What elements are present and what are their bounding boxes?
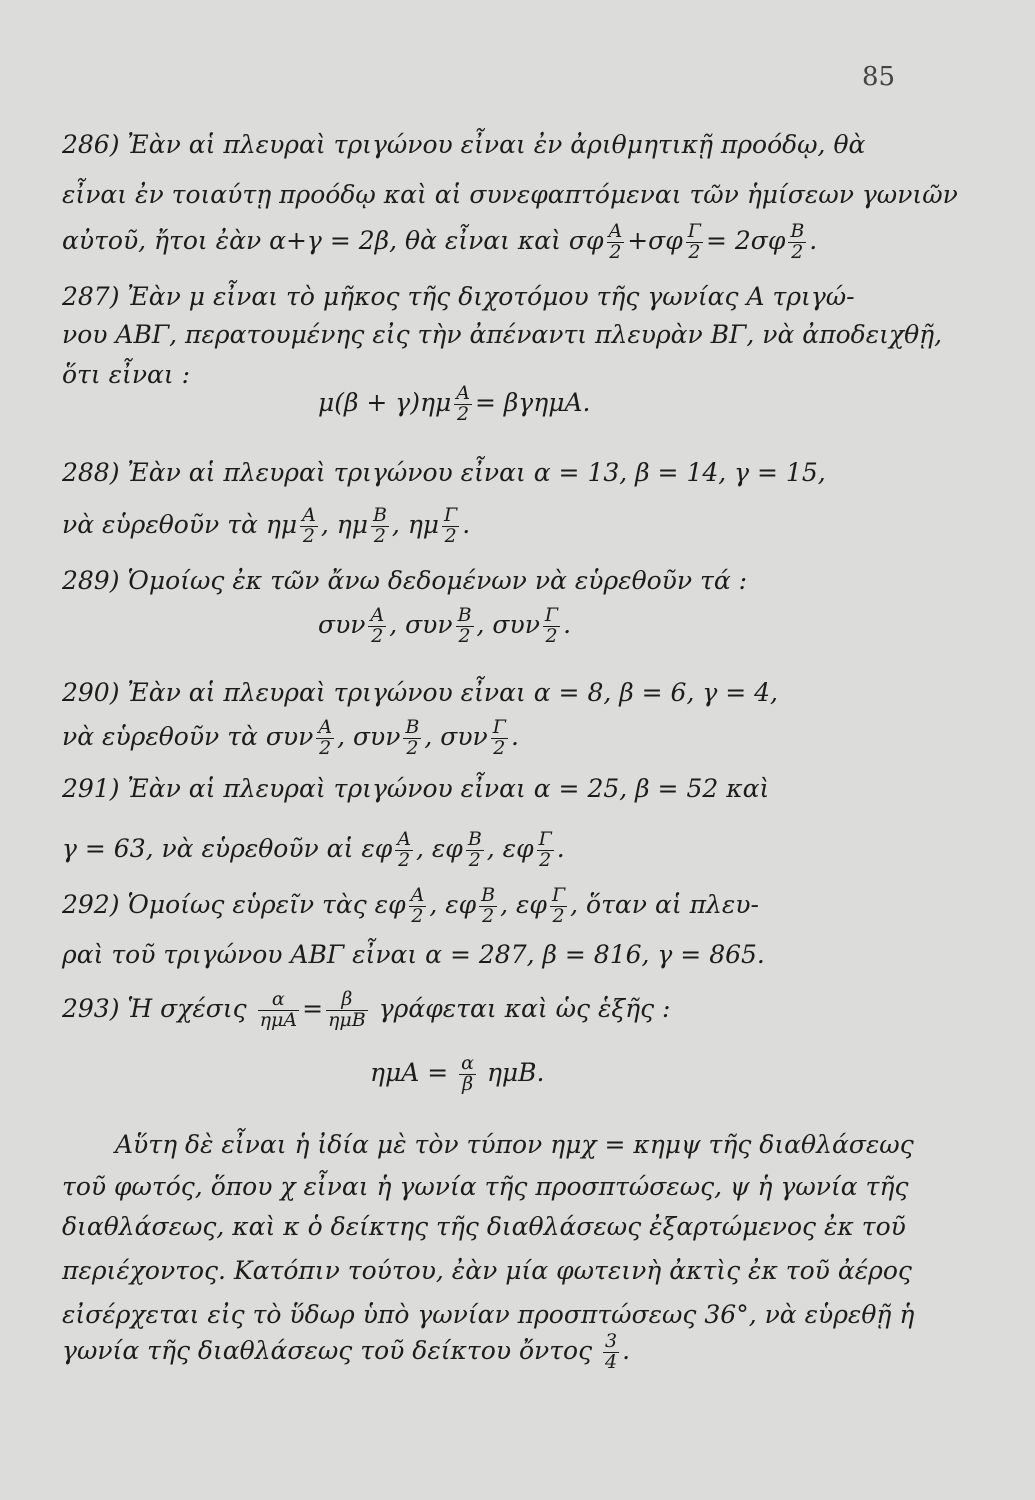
denominator: 2 bbox=[688, 240, 701, 263]
denominator: 2 bbox=[406, 736, 419, 759]
fraction bbox=[607, 222, 625, 263]
denominator: 2 bbox=[373, 524, 386, 547]
problem-290-line-1: 290) Ἐὰν αἱ πλευραὶ τριγώνου εἶναι α = 8, β = 6, γ = 4, bbox=[62, 678, 778, 707]
text: γ = 63, νὰ εὑρεθοῦν αἱ εφ bbox=[62, 833, 393, 863]
numerator: Β bbox=[481, 884, 496, 906]
text: 293) Ἡ σχέσις bbox=[62, 993, 247, 1023]
problem-290-line-2 bbox=[62, 718, 922, 759]
text: αὐτοῦ, ἤτοι ἐὰν α+γ = 2β, θὰ εἶναι καὶ σφ bbox=[62, 225, 604, 255]
text: . bbox=[556, 833, 565, 863]
denominator: 2 bbox=[457, 402, 470, 425]
problem-293-line-1 bbox=[62, 990, 922, 1031]
fraction bbox=[686, 222, 703, 263]
fraction bbox=[409, 886, 427, 927]
text: , συν bbox=[337, 721, 401, 751]
text: . bbox=[510, 721, 519, 751]
text: , εφ bbox=[429, 889, 477, 919]
denominator: 2 bbox=[609, 240, 622, 263]
text: γράφεται καὶ ὡς ἑξῆς : bbox=[378, 993, 671, 1023]
fraction bbox=[316, 718, 334, 759]
denominator: 2 bbox=[444, 524, 457, 547]
numerator: α bbox=[258, 990, 299, 1011]
text: . bbox=[809, 225, 818, 255]
text: , συν bbox=[389, 609, 453, 639]
text: ημΒ. bbox=[486, 1057, 545, 1087]
problem-288-line-2 bbox=[62, 506, 922, 547]
text: , εφ bbox=[415, 833, 463, 863]
numerator: Α bbox=[302, 504, 316, 526]
numerator: Β bbox=[467, 828, 482, 850]
denominator: 2 bbox=[458, 624, 471, 647]
fraction bbox=[454, 384, 472, 425]
problem-287-equation bbox=[318, 384, 590, 425]
numerator: Γ bbox=[444, 504, 458, 526]
denominator: 4 bbox=[605, 1350, 618, 1373]
numerator: Γ bbox=[544, 604, 559, 626]
text: = βγημΑ. bbox=[474, 387, 591, 417]
text: , συν bbox=[424, 721, 488, 751]
problem-291-line-1: 291) Ἐὰν αἱ πλευραὶ τριγώνου εἶναι α = 25, β = 52 καὶ bbox=[62, 774, 770, 803]
numerator: β bbox=[326, 990, 368, 1011]
problem-288-line-1: 288) Ἐὰν αἱ πλευραὶ τριγώνου εἶναι α = 13, β = 14, γ = 15, bbox=[62, 458, 826, 487]
numerator: Α bbox=[318, 716, 333, 738]
text: ημΑ = bbox=[370, 1057, 449, 1087]
numerator: Α bbox=[397, 828, 411, 850]
denominator: 2 bbox=[371, 624, 384, 647]
fraction bbox=[788, 222, 806, 263]
problem-289-line-1: 289) Ὁμοίως ἐκ τῶν ἄνω δεδομένων νὰ εὑρεθοῦν τά : bbox=[62, 566, 748, 595]
text: μ(β + γ)ημ bbox=[318, 387, 452, 417]
text: . bbox=[563, 609, 572, 639]
page-number: 85 bbox=[862, 62, 896, 92]
text: , ημ bbox=[391, 509, 440, 539]
text: = 2σφ bbox=[705, 225, 786, 255]
numerator: Β bbox=[457, 604, 472, 626]
text: νὰ εὑρεθοῦν τὰ συν bbox=[62, 721, 314, 751]
text: , συν bbox=[476, 609, 540, 639]
fraction bbox=[371, 506, 389, 547]
numerator: Α bbox=[410, 884, 425, 906]
fraction bbox=[466, 830, 484, 871]
denominator: ημΑ bbox=[259, 1008, 298, 1031]
fraction bbox=[456, 606, 474, 647]
problem-287-line-2: νου ΑΒΓ, περατουμένης εἰς τὴν ἀπέναντι πλευρὰν ΒΓ, νὰ ἀποδειχθῇ, bbox=[62, 320, 943, 349]
fraction bbox=[258, 990, 299, 1031]
problem-291-line-2 bbox=[62, 830, 922, 871]
fraction bbox=[442, 506, 459, 547]
numerator: Γ bbox=[492, 716, 506, 738]
paragraph-line-1: Αὕτη δὲ εἶναι ἡ ἰδία μὲ τὸν τύπον ημχ = κημψ τῆς διαθλάσεως bbox=[115, 1130, 914, 1159]
denominator: 2 bbox=[539, 848, 552, 871]
text: , εφ bbox=[486, 833, 534, 863]
text: γωνία τῆς διαθλάσεως τοῦ δείκτου ὄντος bbox=[62, 1335, 593, 1365]
fraction bbox=[459, 1054, 476, 1095]
numerator: Γ bbox=[551, 884, 566, 906]
text: συν bbox=[318, 609, 366, 639]
fraction bbox=[550, 886, 567, 927]
denominator: 2 bbox=[411, 904, 424, 927]
numerator: 3 bbox=[605, 1330, 618, 1352]
text: , ημ bbox=[320, 509, 368, 539]
paragraph-line-3: διαθλάσεως, καὶ κ ὁ δείκτης τῆς διαθλάσεως ἐξαρτώμενος ἐκ τοῦ bbox=[62, 1212, 906, 1241]
denominator: 2 bbox=[319, 736, 332, 759]
fraction bbox=[300, 506, 318, 547]
denominator: 2 bbox=[552, 904, 565, 927]
problem-289-list bbox=[318, 606, 571, 647]
denominator: 2 bbox=[302, 524, 315, 547]
problem-286-line-3 bbox=[62, 222, 922, 263]
fraction bbox=[603, 1332, 619, 1373]
denominator: 2 bbox=[493, 736, 506, 759]
paragraph-line-6 bbox=[62, 1332, 922, 1373]
denominator: 2 bbox=[791, 240, 804, 263]
problem-287-line-3: ὅτι εἶναι : bbox=[62, 360, 191, 389]
denominator: 2 bbox=[468, 848, 481, 871]
numerator: Β bbox=[405, 716, 420, 738]
numerator: Α bbox=[456, 382, 470, 404]
fraction bbox=[479, 886, 497, 927]
paragraph-line-5: εἰσέρχεται εἰς τὸ ὕδωρ ὑπὸ γωνίαν προσπτώσεως 36°, νὰ εὑρεθῇ ἡ bbox=[62, 1300, 915, 1329]
paragraph-line-2: τοῦ φωτός, ὅπου χ εἶναι ἡ γωνία τῆς προσπτώσεως, ψ ἡ γωνία τῆς bbox=[62, 1172, 909, 1201]
text: . bbox=[622, 1335, 631, 1365]
problem-292-line-2: ραὶ τοῦ τριγώνου ΑΒΓ εἶναι α = 287, β = 816, γ = 865. bbox=[62, 940, 765, 969]
text: +σφ bbox=[627, 225, 683, 255]
problem-293-equation bbox=[370, 1054, 544, 1095]
numerator: Γ bbox=[538, 828, 552, 850]
problem-287-line-1: 287) Ἐὰν μ εἶναι τὸ μῆκος τῆς διχοτόμου τῆς γωνίας Α τριγώ- bbox=[62, 282, 855, 311]
text: . bbox=[462, 509, 471, 539]
problem-286-line-1: 286) Ἐὰν αἱ πλευραὶ τριγώνου εἶναι ἐν ἀριθμητικῇ προόδῳ, θὰ bbox=[62, 130, 866, 159]
text: , ὅταν αἱ πλευ- bbox=[570, 889, 759, 919]
text: νὰ εὑρεθοῦν τὰ ημ bbox=[62, 509, 298, 539]
numerator: Α bbox=[608, 220, 623, 242]
text: , εφ bbox=[500, 889, 547, 919]
text: 292) Ὁμοίως εὑρεῖν τὰς εφ bbox=[62, 889, 406, 919]
denominator: ημΒ bbox=[328, 1008, 366, 1031]
fraction bbox=[326, 990, 368, 1031]
numerator: α bbox=[461, 1052, 474, 1074]
fraction bbox=[395, 830, 413, 871]
numerator: Γ bbox=[687, 220, 701, 242]
problem-286-line-2: εἶναι ἐν τοιαύτῃ προόδῳ καὶ αἱ συνεφαπτόμεναι τῶν ἡμίσεων γωνιῶν bbox=[62, 180, 958, 209]
denominator: 2 bbox=[398, 848, 411, 871]
fraction bbox=[491, 718, 508, 759]
problem-292-line-1 bbox=[62, 886, 922, 927]
numerator: Β bbox=[790, 220, 805, 242]
fraction bbox=[403, 718, 421, 759]
fraction bbox=[537, 830, 554, 871]
denominator: β bbox=[462, 1072, 474, 1095]
numerator: Α bbox=[370, 604, 385, 626]
paragraph-line-4: περιέχοντος. Κατόπιν τούτου, ἐὰν μία φωτεινὴ ἀκτὶς ἐκ τοῦ ἀέρος bbox=[62, 1256, 912, 1285]
fraction bbox=[368, 606, 386, 647]
text: = bbox=[302, 993, 324, 1023]
numerator: Β bbox=[372, 504, 387, 526]
denominator: 2 bbox=[545, 624, 558, 647]
denominator: 2 bbox=[482, 904, 495, 927]
fraction bbox=[543, 606, 560, 647]
